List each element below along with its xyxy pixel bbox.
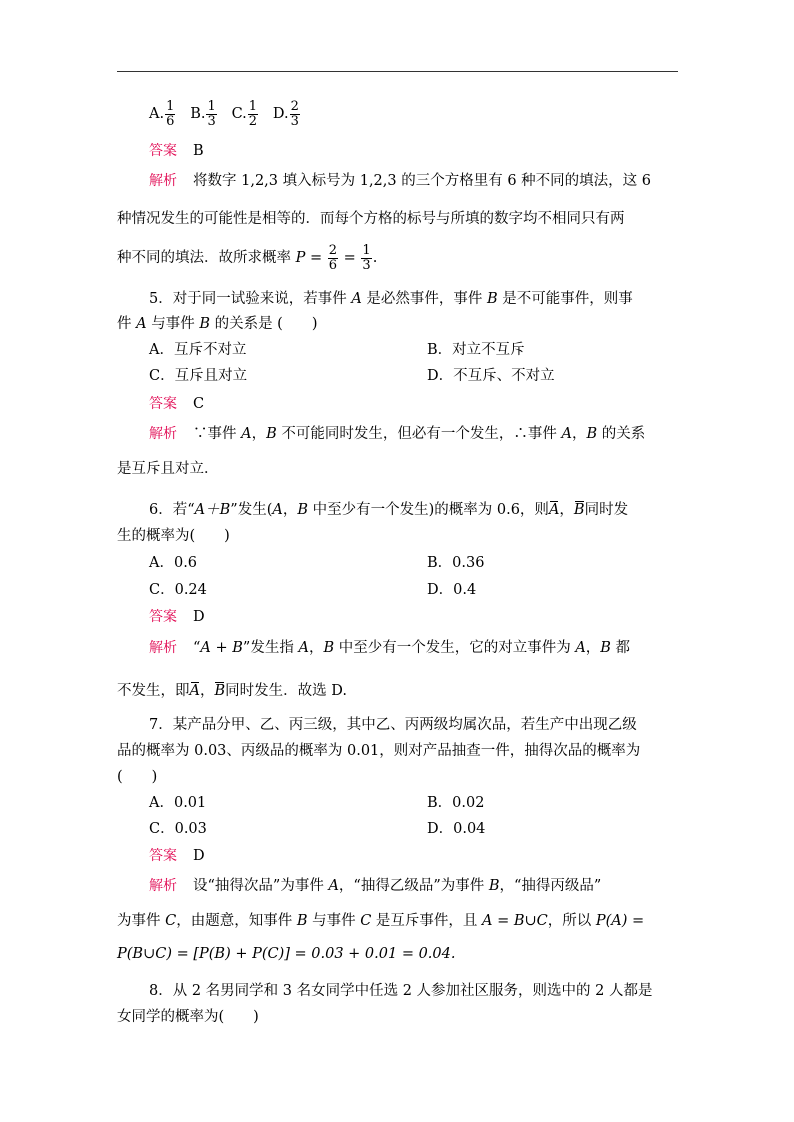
answer-tag: 答案 [149,848,177,864]
q7-answer: 答案 D [149,848,205,864]
q4-jiexi-line1: 解析 将数字 1,2,3 填入标号为 1,2,3 的三个方格里有 6 种不同的填法，这 6 [149,173,652,189]
q4-jiexi-line2: 种情况发生的可能性是相等的．而每个方格的标号与所填的数字均不相同只有两 [117,211,625,227]
q4-jiexi-line3: 种不同的填法．故所求概率 P = $\frac{2}{6}$ = $\frac{1}{3}$ . [117,243,378,273]
answer-tag: 答案 [149,396,177,412]
q5-option-c: C．互斥且对立 [149,368,248,384]
q6-stem-line1: 6．若“A＋B”发生(A，B 中至少有一个发生)的概率为 0.6，则A，B同时发 [149,502,629,518]
jiexi-tag: 解析 [149,640,177,656]
jiexi-tag: 解析 [149,426,177,442]
q6-stem-line2: 生的概率为( ) [117,528,230,544]
q6-option-c: C．0.24 [149,582,207,598]
q5-jiexi-line2: 是互斥且对立． [117,461,219,477]
q7-jiexi-line2: 为事件 C，由题意，知事件 B 与事件 C 是互斥事件，且 A = B∪C，所以 P(A) = [117,913,645,929]
q5-option-d: D．不互斥、不对立 [427,368,555,384]
q7-option-c: C．0.03 [149,821,207,837]
q6-jiexi-line2: 不发生，即A，B同时发生．故选 D. [117,683,347,699]
jiexi-tag: 解析 [149,173,177,189]
q7-option-a: A．0.01 [149,795,207,811]
answer-tag: 答案 [149,609,177,625]
q6-option-b: B．0.36 [427,555,485,571]
answer-tag: 答案 [149,143,177,159]
jiexi-tag: 解析 [149,878,177,894]
q7-option-d: D．0.04 [427,821,486,837]
q7-jiexi-line3: P(B∪C) = [P(B) + P(C)] = 0.03 + 0.01 = 0.04. [117,946,456,962]
q4-options [149,100,301,128]
q7-jiexi-line1: 解析 设“抽得次品”为事件 A，“抽得乙级品”为事件 B，“抽得丙级品” [149,878,602,894]
q5-option-a: A．互斥不对立 [149,342,247,358]
q7-stem-line1: 7．某产品分甲、乙、丙三级，其中乙、丙两级均属次品，若生产中出现乙级 [149,717,637,733]
q6-option-a: A．0.6 [149,555,198,571]
q4-option-d: D. $\frac{2}{3}$ [272,99,299,129]
q5-option-b: B．对立不互斥 [427,342,525,358]
q4-option-c: C. $\frac{1}{2}$ [231,99,258,129]
q4-option-b: B. $\frac{1}{3}$ [190,99,216,129]
q7-stem-line3: ( ) [117,769,158,785]
q4-answer: 答案 B [149,143,204,159]
q5-stem-line1: 5．对于同一试验来说，若事件 A 是必然事件，事件 B 是不可能事件，则事 [149,291,633,307]
q4-option-a: A. $\frac{1}{6}$ [149,99,175,129]
q6-answer: 答案 D [149,609,205,625]
q8-stem-line2: 女同学的概率为( ) [117,1009,259,1025]
q8-stem-line1: 8．从 2 名男同学和 3 名女同学中任选 2 人参加社区服务，则选中的 2 人都是 [149,983,653,999]
q5-stem-line2: 件 A 与事件 B 的关系是 ( ) [117,316,318,332]
q7-option-b: B．0.02 [427,795,485,811]
q5-answer: 答案 C [149,396,205,412]
q5-jiexi-line1: 解析 ∵事件 A，B 不可能同时发生，但必有一个发生，∴事件 A，B 的关系 [149,426,646,442]
q7-stem-line2: 品的概率为 0.03、丙级品的概率为 0.01，则对产品抽查一件，抽得次品的概率为 [117,743,641,759]
q6-option-d: D．0.4 [427,582,477,598]
q6-jiexi-line1: 解析 “A + B”发生指 A，B 中至少有一个发生，它的对立事件为 A，B 都 [149,640,631,656]
header-rule [117,71,678,72]
